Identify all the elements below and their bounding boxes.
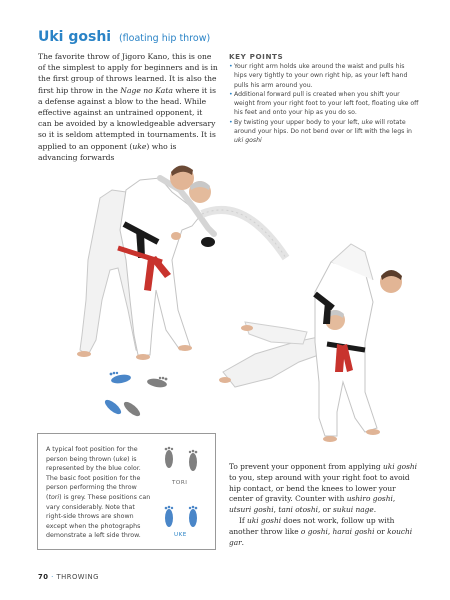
title-main: Uki goshi xyxy=(38,29,112,45)
body-term: o goshi xyxy=(300,526,328,536)
body-text xyxy=(229,462,419,548)
tori-foot-icon xyxy=(122,400,142,419)
body-span: , xyxy=(273,505,279,515)
throw-photo-right xyxy=(215,232,415,447)
body-term: harai goshi xyxy=(332,526,375,536)
title-subtitle: (floating hip throw) xyxy=(118,33,211,44)
intro-term: uke xyxy=(132,141,147,151)
footer-separator: · xyxy=(48,573,57,581)
body-span: does not work, follow up with another throw like xyxy=(229,515,395,536)
body-span: , xyxy=(327,526,333,536)
intro-text: ) who is advancing forwards xyxy=(38,141,177,162)
uke-label: UKE xyxy=(174,532,187,538)
page-number: 70 xyxy=(38,573,49,581)
body-span: If xyxy=(239,515,248,525)
uke-feet-icon xyxy=(165,506,198,527)
body-span: , or xyxy=(317,505,334,515)
body-term: uki goshi xyxy=(247,515,282,525)
page-title xyxy=(38,29,210,45)
caption-term: uke xyxy=(115,455,128,463)
kp-text: By twisting your upper body to your left, xyxy=(234,118,362,126)
section-name: THROWING xyxy=(56,573,99,581)
caption-span: ) is represented by the blue color. The basic foot position for the person performing the throw ( xyxy=(46,455,141,501)
kp-text: will rotate around your hips. Do not bend over or lift with the legs in xyxy=(234,118,412,136)
kp-term: uke xyxy=(361,118,373,126)
body-span: or xyxy=(374,526,388,536)
key-point-item xyxy=(229,118,419,146)
body-term: tani otoshi xyxy=(278,505,318,515)
intro-text: The favorite throw of Jigoro Kano, this is one of the simplest to apply for beginners and is in the first group of throws learned. It is also the first hip throw in the xyxy=(38,52,218,95)
body-paragraph xyxy=(229,462,419,516)
tori-foot-icon xyxy=(146,377,167,389)
body-term: ushiro goshi xyxy=(346,494,393,504)
foot-position-caption-box xyxy=(37,433,216,550)
tori-feet-icon xyxy=(165,447,198,471)
key-points-list xyxy=(229,62,419,146)
key-point-item: • Your right arm holds uke around the waist and pulls his hips very tightly to your own right hip, as your left hand pulls his arm around you. xyxy=(229,62,419,90)
caption-text xyxy=(46,445,152,541)
body-paragraph xyxy=(229,516,419,548)
body-span: to you, step around with your right foot to avoid hip contact, or bend the knees to lower your center of gravity. Counter with xyxy=(229,472,410,504)
key-points-heading: KEY POINTS xyxy=(229,52,284,61)
body-term: kouchi gar xyxy=(229,526,413,547)
foot-position-diagram xyxy=(95,365,185,425)
intro-term: Nage no Kata xyxy=(120,85,173,95)
body-term: sukui nage xyxy=(333,505,374,515)
uke-foot-icon xyxy=(110,372,132,385)
body-span: , xyxy=(392,494,396,504)
caption-span: A typical foot position for the person being thrown ( xyxy=(46,446,138,463)
body-span: To prevent your opponent from applying xyxy=(229,462,383,471)
page-footer xyxy=(38,573,99,581)
tori-label: TORI xyxy=(172,480,188,486)
foot-legend-diagram xyxy=(156,444,210,544)
body-span: . xyxy=(373,505,377,515)
intro-paragraph xyxy=(38,51,218,163)
intro-text: where it is a defense against a blow to the head. While effective against an untrained opponent, it can be avoided by a knowledgeable adversary so it is seldom attempted in tournaments. It is applied to an opponent ( xyxy=(38,85,216,151)
caption-term: tori xyxy=(48,493,60,501)
kp-term: uki goshi xyxy=(234,137,262,145)
key-point-item: • Additional forward pull is created when you shift your weight from your right foot to your left foot, floating uke off his feet and onto your hip as you do so. xyxy=(229,90,419,118)
caption-span: ) is grey. These positions can vary considerably. Note that right-side throws are shown except when the photographs demonstrate a left side throw. xyxy=(46,493,151,540)
body-span: . xyxy=(241,537,245,547)
body-term: uki goshi xyxy=(382,462,418,471)
body-term: utsuri goshi xyxy=(229,505,274,515)
throw-photo-left xyxy=(40,150,220,365)
uke-foot-icon xyxy=(103,398,123,417)
